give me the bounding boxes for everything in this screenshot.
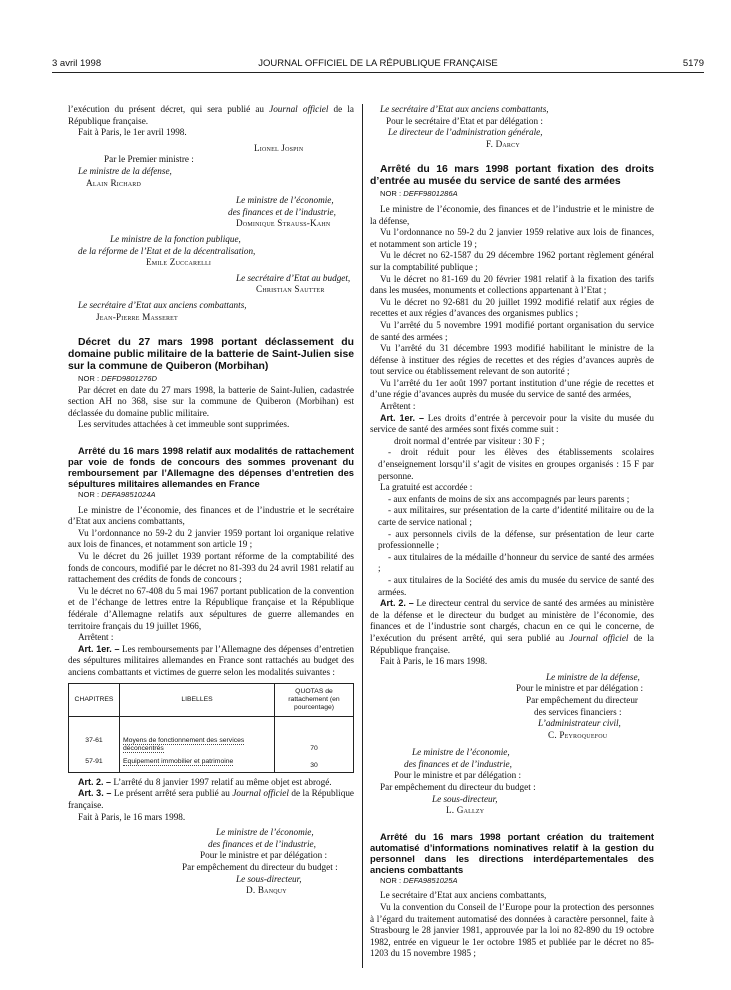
sig-line: Le secrétaire d’Etat aux anciens combattants, bbox=[380, 104, 549, 114]
arrete-paragraph: Vu le décret du 26 juillet 1939 portant réforme de la comptabilité des fonds de concours, modifié par le décret no 81-393 du 24 avril 1981 relatif au rattachement des crédits de fonds de concours ; bbox=[68, 551, 354, 585]
table-row bbox=[69, 735, 354, 755]
sig-name: L. Gallzy bbox=[446, 805, 485, 816]
gratuity-intro: La gratuité est accordée : bbox=[380, 482, 473, 493]
sig-line: des finances et de l’industrie, bbox=[208, 838, 316, 849]
table-cell-chapitre: 57-91 bbox=[69, 756, 120, 773]
page-header bbox=[52, 58, 704, 72]
arrete-nor: NOR : DEFA9851024A bbox=[78, 490, 156, 500]
quotas-table bbox=[68, 683, 354, 773]
budget-title: Le secrétaire d’Etat au budget, bbox=[236, 272, 351, 283]
sig-line: Le sous-directeur, bbox=[432, 793, 498, 804]
ac-title: Le secrétaire d’Etat aux anciens combattants, bbox=[78, 299, 247, 310]
sig-line: Pour le ministre et par délégation : bbox=[394, 770, 522, 781]
decree-date-line: Fait à Paris, le 1er avril 1998. bbox=[78, 127, 187, 138]
arrete-traitement-title: Arrêté du 16 mars 1998 portant création du traitement automatisé d’informations nominatives relatif à la gestion du personnel dans les directions interdépartementales des anciens combattants bbox=[370, 830, 654, 875]
eco-title: Le ministre de l’économie, bbox=[236, 195, 334, 206]
sig-line: Le ministre de l’économie, bbox=[216, 827, 314, 838]
sig-line: Le sous-directeur, bbox=[236, 873, 302, 884]
table-cell-libelle: Equipement immobilier et patrimoine bbox=[120, 756, 275, 773]
list-item: droit normal d’entrée par visiteur : 30 F ; bbox=[394, 435, 545, 446]
table-header: LIBELLES bbox=[120, 683, 275, 717]
arrete-article-3: Art. 3. – Le présent arrêté sera publié au Journal officiel de la République française. bbox=[68, 788, 354, 810]
arrete-musee-title: Arrêté du 16 mars 1998 portant fixation des droits d’entrée au musée du service de santé des armées bbox=[370, 164, 654, 188]
table-cell-libelle: Moyens de fonctionnement des services déconcentrés bbox=[120, 735, 275, 755]
arrete-paragraph: Vu le décret no 67-408 du 5 mai 1967 portant publication de la convention et de l’échange de lettres entre la République française et la République fédérale d’Allemagne relatifs aux sépultures de guerre allemandes en territoire français du 19 juillet 1966, bbox=[68, 585, 354, 631]
sig-line: Pour le ministre et par délégation : bbox=[516, 683, 644, 694]
eco-name: Dominique Strauss-Kahn bbox=[236, 218, 331, 229]
sig-line: Le ministre de l’économie, bbox=[412, 747, 510, 758]
pm-by: Par le Premier ministre : bbox=[104, 154, 194, 165]
decree-nor: NOR : DEFD9801276D bbox=[78, 374, 157, 384]
arrete-title: Arrêté du 16 mars 1998 relatif aux modalités de rattachement par voie de fonds de concours des sommes provenant du remboursement par l’Allemagne des dépenses d’entretien des sépultures militaires allemandes en France bbox=[68, 445, 354, 490]
arrete-paragraph: Vu le décret no 92-681 du 20 juillet 1992 modifié relatif aux régies de recettes et aux régies d’avances des organismes publics ; bbox=[370, 296, 654, 319]
journal-title: JOURNAL OFFICIEL DE LA RÉPUBLIQUE FRANÇAISE bbox=[258, 58, 498, 69]
sig-line: Par empêchement du directeur du budget : bbox=[182, 861, 338, 872]
arrete-article-2: Art. 2. – L’arrêté du 8 janvier 1997 relatif au même objet est abrogé. bbox=[78, 776, 332, 787]
table-row bbox=[69, 756, 354, 773]
sig-name: D. Banquy bbox=[246, 885, 287, 896]
page-number: 5179 bbox=[682, 58, 704, 69]
sig-line: des finances et de l’industrie, bbox=[404, 758, 512, 769]
eco-title-2: des finances et de l’industrie, bbox=[228, 206, 336, 217]
fp-title: Le ministre de la fonction publique, bbox=[110, 233, 241, 244]
ac-name: Jean-Pierre Masseret bbox=[96, 311, 178, 322]
table-header: CHAPITRES bbox=[69, 683, 120, 717]
arrete-paragraph: Vu le décret no 62-1587 du 29 décembre 1962 portant règlement général sur la comptabilité publique ; bbox=[370, 250, 654, 272]
arrete-paragraph: Vu le décret no 81-169 du 20 février 1981 relatif à la fixation des tarifs dans les musées, monuments et collections appartenant à l’Etat ; bbox=[370, 273, 654, 296]
arrete-date-line: Fait à Paris, le 16 mars 1998. bbox=[78, 811, 186, 822]
decree-paragraph: Les servitudes attachées à cet immeuble sont supprimées. bbox=[78, 419, 290, 430]
sig-line: Par empêchement du directeur du budget : bbox=[380, 782, 536, 793]
table-header: QUOTAS de rattachement (en pourcentage) bbox=[275, 683, 354, 717]
list-item: - aux militaires, sur présentation de la carte d’identité militaire ou de la carte de service national ; bbox=[378, 505, 654, 527]
table-cell-chapitre: 37-61 bbox=[69, 735, 120, 755]
arrete-paragraph: Vu l’arrêté du 5 novembre 1991 modifié portant organisation du service de santé des armées ; bbox=[370, 319, 654, 342]
arretent-label: Arrêtent : bbox=[78, 632, 114, 643]
sig-line: Le directeur de l’administration générale, bbox=[388, 127, 543, 138]
sig-line: L’administrateur civil, bbox=[538, 718, 621, 729]
pm-signature: Lionel Jospin bbox=[254, 142, 304, 153]
sig-line: Pour le ministre et par délégation : bbox=[200, 850, 328, 861]
arretent-label: Arrêtent : bbox=[380, 401, 416, 412]
fp-title-2: de la réforme de l’Etat et de la décentralisation, bbox=[78, 245, 256, 256]
table-cell-quota: 30 bbox=[275, 756, 354, 773]
header-date: 3 avril 1998 bbox=[52, 58, 102, 69]
list-item: - aux titulaires de la médaille d’honneur du service de santé des armées ; bbox=[378, 551, 654, 574]
list-item: - aux titulaires de la Société des amis du musée du service de santé des armées. bbox=[378, 574, 654, 597]
arrete-musee-nor: NOR : DEFF9801286A bbox=[380, 189, 458, 199]
left-column bbox=[68, 104, 354, 897]
fp-name: Emile Zuccarelli bbox=[146, 257, 212, 268]
sig-line: des services financiers : bbox=[534, 706, 622, 717]
arrete-date-line: Fait à Paris, le 16 mars 1998. bbox=[380, 656, 488, 667]
list-item: - aux enfants de moins de six ans accompagnés par leurs parents ; bbox=[388, 493, 630, 504]
decree-paragraph: Par décret en date du 27 mars 1998, la batterie de Saint-Julien, cadastrée section AH no 368, sise sur la commune de Quiberon (Morbihan) est déclassée du domaine public militaire. bbox=[68, 384, 354, 418]
arrete-paragraph: Vu l’ordonnance no 59-2 du 2 janvier 1959 portant loi organique relative aux lois de finances, et notamment son article 19 ; bbox=[68, 527, 354, 550]
header-rule bbox=[52, 72, 704, 73]
arrete-traitement-nor: NOR : DEFA9851025A bbox=[380, 875, 458, 885]
arrete-paragraph: Vu l’arrêté du 1er août 1997 portant institution d’une régie de recettes et d’une régie d’avances auprès du musée du service de santé des armées, bbox=[370, 377, 654, 400]
list-item: - droit réduit pour les élèves des établissements scolaires d’enseignement lorsqu’il s’agit de visites en groupes organisés : 15 F par personne. bbox=[378, 447, 654, 481]
arrete-paragraph: Le secrétaire d’Etat aux anciens combattants, bbox=[380, 890, 547, 901]
arrete-paragraph: Le ministre de l’économie, des finances et de l’industrie et le ministre de la défense, bbox=[370, 203, 654, 226]
arrete-paragraph: Vu l’arrêté du 31 décembre 1993 modifié habilitant le ministre de la défense à instituer des régies de recettes et des régies d’avances auprès de tout service ou établissement relevant de son autorité ; bbox=[370, 343, 654, 377]
arrete-article-2: Art. 2. – Le directeur central du service de santé des armées au ministère de la défense et le directeur du budget au ministère de l’économie, des finances et de l’industrie sont chargés, chacun en ce qui le concerne, de l’exécution du présent arrêté, qui sera publié au Journal officiel de la République française. bbox=[370, 598, 655, 655]
arrete-paragraph: Vu la convention du Conseil de l’Europe pour la protection des personnes à l’égard du traitement automatisé des données à caractère personnel, faite à Strasbourg le 28 janvier 1981, approuvée par la loi no 82-890 du 19 octobre 1982, entrée en vigueur le 1er octobre 1985 et publiée par le décret no 85-1203 du 15 novembre 1985 ; bbox=[370, 902, 654, 959]
arrete-paragraph: Vu l’ordonnance no 59-2 du 2 janvier 1959 relative aux lois de finances, et notamment son article 19 ; bbox=[370, 227, 654, 249]
arrete-article-1: Art. 1er. – Les remboursements par l’Allemagne des dépenses d’entretien des sépultures militaires allemandes en France sont rattachés au budget des anciens combattants et victimes de guerre selon les modalités suivantes : bbox=[68, 643, 354, 677]
budget-name: Christian Sautter bbox=[256, 284, 325, 295]
sig-line: Par empêchement du directeur bbox=[526, 694, 638, 705]
sig-line: Pour le secrétaire d’Etat et par délégation : bbox=[386, 115, 543, 126]
defense-title: Le ministre de la défense, bbox=[78, 165, 172, 176]
table-cell-quota: 70 bbox=[275, 735, 354, 755]
right-column bbox=[370, 104, 654, 960]
decree-title: Décret du 27 mars 1998 portant déclassement du domaine public militaire de la batterie de Saint-Julien sise sur la commune de Quiberon (Morbihan) bbox=[68, 337, 354, 373]
arrete-paragraph: Le ministre de l’économie, des finances et de l’industrie et le secrétaire d’Etat aux anciens combattants, bbox=[68, 504, 354, 527]
decree-closing-text: l’exécution du présent décret, qui sera publié au Journal officiel de la République française. bbox=[68, 104, 354, 126]
sig-name: F. Darcy bbox=[486, 138, 520, 149]
sig-line: Le ministre de la défense, bbox=[546, 671, 640, 682]
list-item: - aux personnels civils de la défense, sur présentation de leur carte professionnelle ; bbox=[378, 528, 654, 551]
sig-name: C. Peyroquefou bbox=[548, 729, 608, 740]
arrete-article-1: Art. 1er. – Les droits d’entrée à percevoir pour la visite du musée du service de santé des armées sont fixés comme suit : bbox=[370, 412, 654, 435]
defense-name: Alain Richard bbox=[86, 177, 141, 188]
column-divider bbox=[362, 104, 363, 968]
